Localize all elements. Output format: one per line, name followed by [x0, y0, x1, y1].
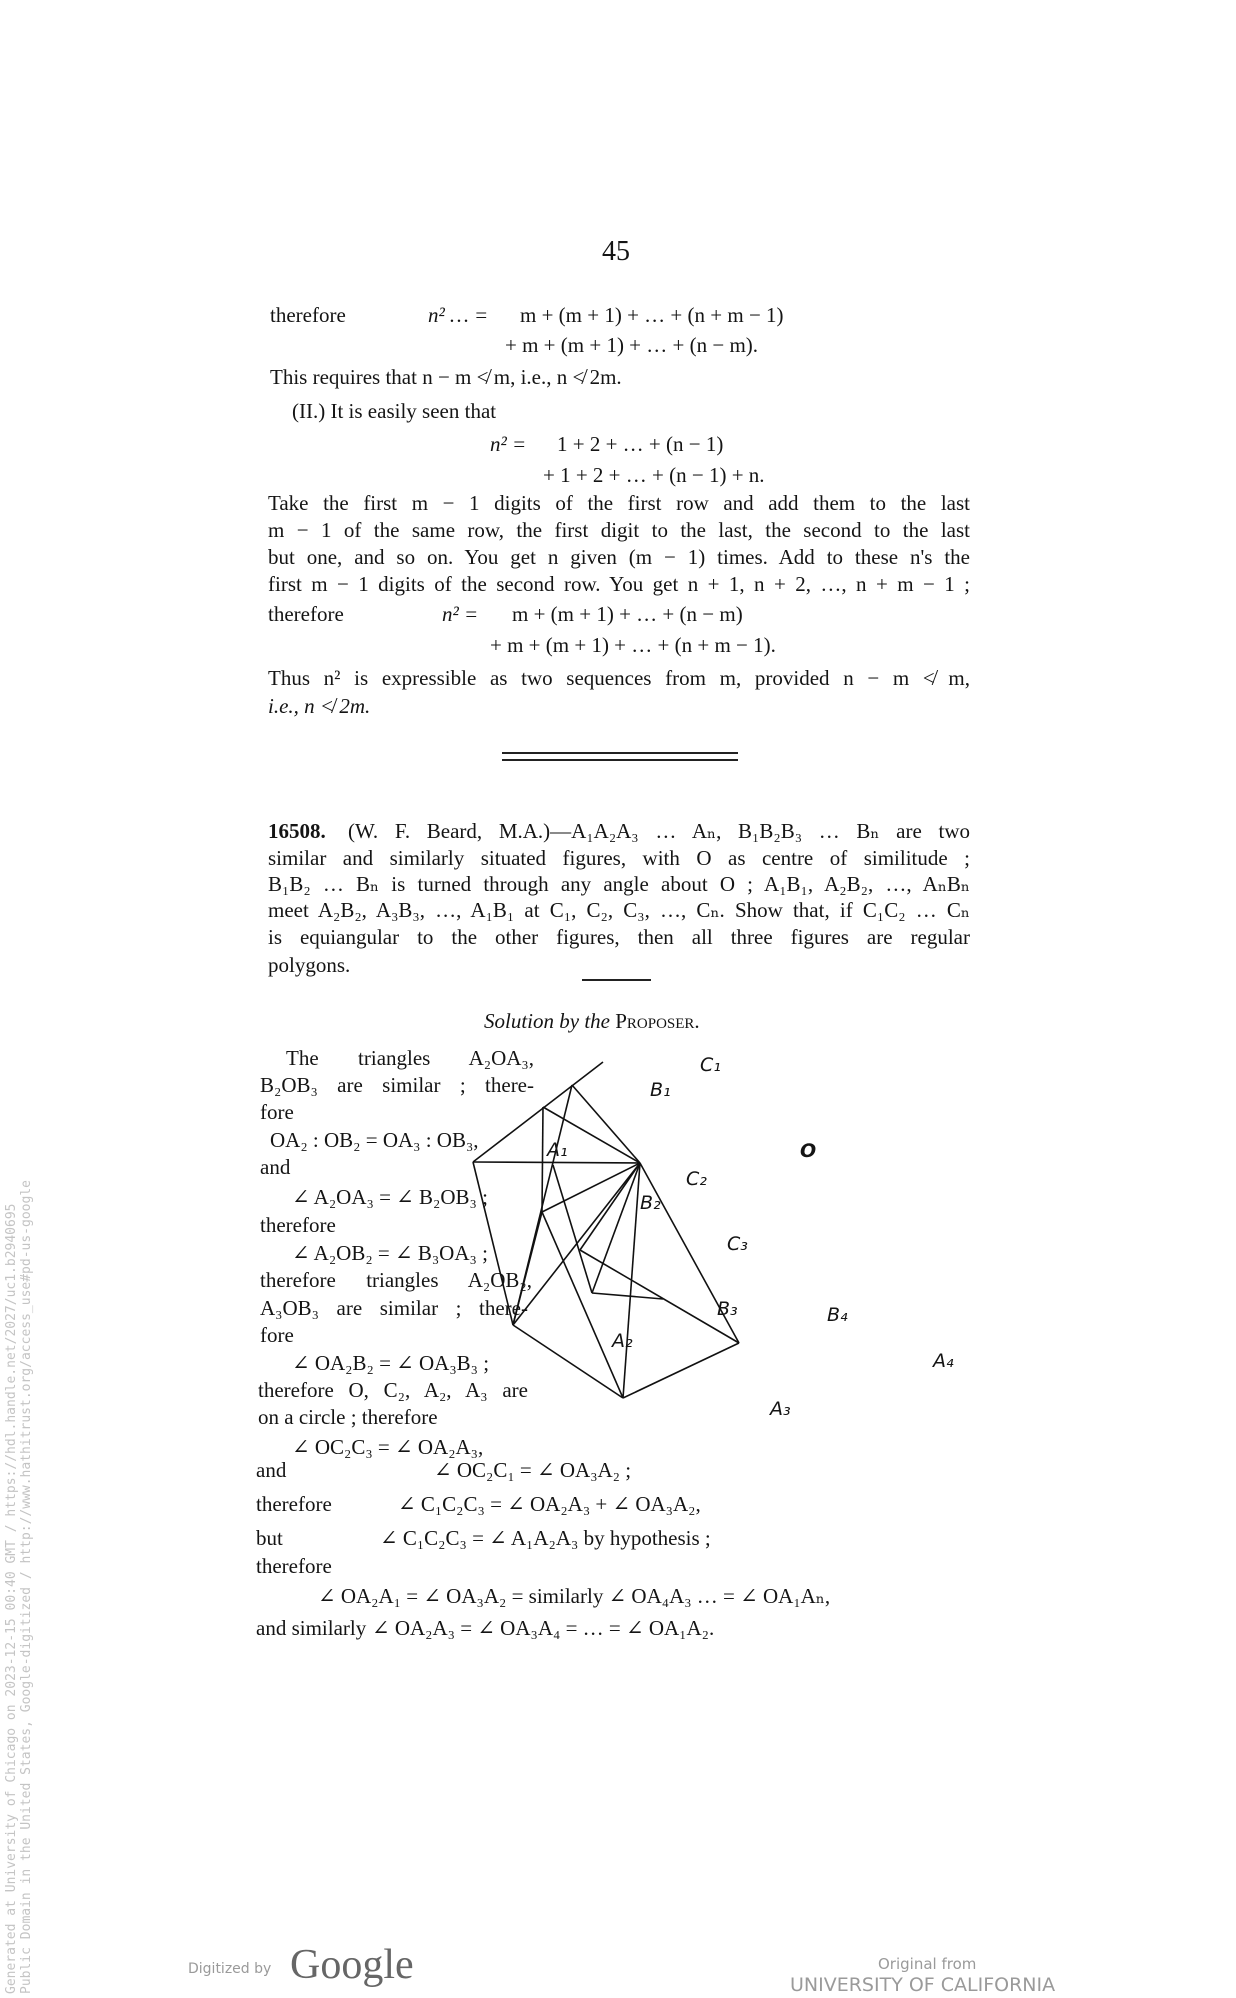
problem-line: meet A₂B₂, A₃B₃, …, A₁B₁ at C₁, C₂, C₃, …, Cₙ. Show that, if C₁C₂ … Cₙ: [268, 898, 970, 922]
paragraph-line: Thus n² is expressible as two sequences from m, provided n − m ≮ m,: [268, 666, 970, 690]
equation: ∠ C₁C₂C₃ = ∠ OA₂A₃ + ∠ OA₃A₂,: [398, 1492, 701, 1516]
label-therefore: therefore: [270, 303, 346, 327]
solution-line: ∠ A₂OB₂ = ∠ B₃OA₃ ;: [292, 1241, 488, 1265]
solution-heading-italic: Solution by the: [484, 1009, 610, 1033]
equation: ∠ OA₂A₃ = ∠ OA₃A₄ = … = ∠ OA₁A₂.: [372, 1616, 715, 1640]
label-a4: A₄: [933, 1350, 954, 1372]
solution-line: A₃OB₃ are similar ; there-: [260, 1296, 528, 1320]
solution-line: ∠ A₂OA₃ = ∠ B₂OB₃ ;: [292, 1185, 488, 1209]
label-therefore: therefore: [268, 602, 344, 626]
label-b1: B₁: [650, 1079, 671, 1101]
paragraph-line: but one, and so on. You get n given (m − 1) times. Add to these n's the: [268, 545, 970, 569]
paragraph-line: Take the first m − 1 digits of the first row and add them to the last: [268, 491, 970, 515]
equation: ∠ OC₂C₁ = ∠ OA₃A₂ ;: [434, 1458, 632, 1482]
problem-line: B₁B₂ … Bₙ is turned through any angle about O ; A₁B₁, A₂B₂, …, AₙBₙ: [268, 872, 970, 896]
segment-o-a3: [623, 1163, 640, 1398]
equation-rhs: m + (m + 1) + … + (n − m): [512, 602, 743, 626]
equation-lhs: n² =: [442, 602, 479, 626]
label-b2: B₂: [640, 1192, 661, 1214]
page-number: 45: [602, 236, 630, 267]
solution-line: therefore O, C₂, A₂, A₃ are: [258, 1378, 528, 1402]
label-a1: A₁: [547, 1139, 568, 1161]
segment-a1-o: [473, 1162, 640, 1163]
segment-b1-b2: [542, 1107, 543, 1212]
segment-a1-e: [473, 1062, 603, 1162]
equation-cont: + m + (m + 1) + … + (n + m − 1).: [490, 633, 776, 657]
watermark-line-2: Public Domain in the United States, Google-digitized / http://www.hathitrust.org/access_use#pd-us-google: [19, 1180, 34, 1994]
digitized-by-text: Digitized by: [188, 1961, 272, 1977]
equation-rhs: 1 + 2 + … + (n − 1): [557, 432, 724, 456]
label-a3: A₃: [770, 1398, 791, 1420]
problem-line: (W. F. Beard, M.A.)—A₁A₂A₃ … Aₙ, B₁B₂B₃ … Bₙ are two: [348, 819, 970, 843]
problem-line: is equiangular to the other figures, then all three figures are regular: [268, 925, 970, 949]
solution-line: fore: [260, 1100, 294, 1124]
segment-c2-b3: [553, 1165, 592, 1293]
solution-line: B₂OB₃ are similar ; there-: [260, 1073, 534, 1097]
paragraph-line: m − 1 of the same row, the first digit to the last, the second to the last: [268, 518, 970, 542]
equation-lhs: n² =: [490, 432, 527, 456]
problem-number: 16508.: [268, 819, 326, 843]
label-a2: A₂: [612, 1330, 633, 1352]
university-name: UNIVERSITY OF CALIFORNIA: [790, 1974, 1056, 1996]
solution-line: OA₂ : OB₂ = OA₃ : OB₃,: [270, 1128, 479, 1152]
watermark-line-1: Generated at University of Chicago on 2023-12-15 00:40 GMT / https://hdl.handle.net/2027/uc1.b2940695: [4, 1203, 19, 1994]
text-line: (II.) It is easily seen that: [292, 399, 497, 423]
label-b4: B₄: [827, 1304, 848, 1326]
segment-b2-a2: [513, 1212, 542, 1325]
segment-c3-o: [580, 1163, 640, 1250]
solution-line: on a circle ; therefore: [258, 1405, 438, 1429]
solution-line: The triangles A₂OA₃,: [286, 1046, 534, 1070]
solution-line: ∠ OA₂B₂ = ∠ OA₃B₃ ;: [292, 1351, 490, 1375]
paragraph-line: first m − 1 digits of the second row. You get n + 1, n + 2, …, n + m − 1 ;: [268, 572, 970, 596]
problem-line: similar and similarly situated figures, with O as centre of similitude ;: [268, 846, 970, 870]
segment-a3-a4: [623, 1343, 739, 1398]
equation-cont: + m + (m + 1) + … + (n − m).: [505, 333, 759, 357]
equation-cont: + 1 + 2 + … + (n − 1) + n.: [543, 463, 765, 487]
segment-a2-o: [513, 1163, 640, 1325]
original-from-text: Original from: [878, 1955, 977, 1973]
google-logo: Google: [290, 1942, 414, 1988]
paragraph-line: i.e., n ≮ 2m.: [268, 694, 371, 718]
solution-line: and: [260, 1155, 291, 1179]
label-and: and: [256, 1458, 287, 1482]
equation-lhs: n² … =: [428, 303, 489, 327]
segment-a1-a2: [473, 1162, 513, 1325]
label-c2: C₂: [686, 1168, 707, 1190]
segment-b3-b4: [592, 1293, 663, 1299]
solution-line: ∠ OC₂C₃ = ∠ OA₂A₃,: [292, 1435, 484, 1459]
equation-rhs: m + (m + 1) + … + (n + m − 1): [520, 303, 784, 327]
label-but: but: [256, 1526, 283, 1550]
solution-line: fore: [260, 1323, 294, 1347]
solution-heading-name: Proposer.: [615, 1009, 700, 1033]
segment-c1-o: [572, 1085, 640, 1163]
label-c1: C₁: [700, 1054, 721, 1076]
segment-c3-a4: [580, 1250, 739, 1343]
label-therefore: therefore: [256, 1492, 332, 1516]
label-and-similarly: and similarly: [256, 1616, 367, 1640]
label-b3: B₃: [717, 1298, 738, 1320]
equation: ∠ OA₂A₁ = ∠ OA₃A₂ = similarly ∠ OA₄A₃ … = ∠ OA₁Aₙ,: [318, 1584, 831, 1608]
label-therefore: therefore: [256, 1554, 332, 1578]
text-line: This requires that n − m ≮ m, i.e., n ≮ 2m.: [270, 365, 622, 389]
solution-line: therefore triangles A₂OB₂,: [260, 1268, 532, 1292]
label-c3: C₃: [727, 1233, 748, 1255]
problem-line: polygons.: [268, 953, 351, 977]
label-o: O: [800, 1140, 817, 1162]
equation: ∠ C₁C₂C₃ = ∠ A₁A₂A₃ by hypothesis ;: [380, 1526, 711, 1550]
solution-line: therefore: [260, 1213, 336, 1237]
